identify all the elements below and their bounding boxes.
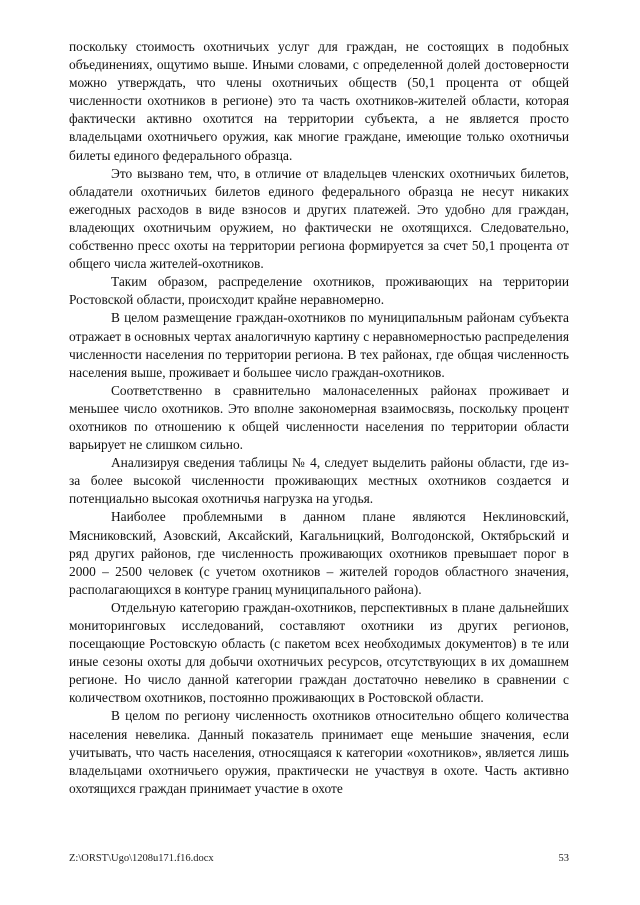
paragraph-8: Отдельную категорию граждан-охотников, перспективных в плане дальнейших мониторинговых исследований, составляют охотники из других регионов, посещающие Ростовскую область (с пакетом всех необходимых документов) в те или иные сезоны охоты для добычи охотничьих ресурсов, отсутствующих в их домашнем регионе. Но число данной категории граждан достаточно невелико в сравнении с количеством охотников, постоянно проживающих в Ростовской области. bbox=[69, 599, 569, 706]
footer-file-path: Z:\ORST\Ugo\1208u171.f16.docx bbox=[69, 853, 214, 864]
paragraph-5: Соответственно в сравнительно малонаселенных районах проживает и меньшее число охотников. Это вполне закономерная взаимосвязь, поскольку процент охотников по отношению к общей численности населения по территории области варьирует не слишком сильно. bbox=[69, 382, 569, 453]
paragraph-1: поскольку стоимость охотничьих услуг для граждан, не состоящих в подобных объединениях, ощутимо выше. Иными словами, с определенной долей достоверности можно утверждать, что члены охотничьих обществ (50,1 процента от общей численности охотников в регионе) это та часть охотников-жителей области, которая фактически активно охотится на территории субъекта, а не является просто владельцами охотничьего оружия, как многие граждане, имеющие только охотничьи билеты единого федерального образца. bbox=[69, 39, 569, 163]
body-text bbox=[69, 38, 569, 798]
paragraph-7: Наиболее проблемными в данном плане являются Неклиновский, Мясниковский, Азовский, Аксайский, Кагальницкий, Волгодонской, Октябрьский и ряд других районов, где численность проживающих охотников превышает порог в 2000 – 2500 человек (с учетом охотников – жителей городов областного значения, располагающихся в контуре границ муниципального района). bbox=[69, 509, 569, 597]
paragraph-2: Это вызвано тем, что, в отличие от владельцев членских охотничьих билетов, обладатели охотничьих билетов единого федерального образца не несут никаких ежегодных расходов в виде взносов и других платежей. Это удобно для граждан, владеющих охотничьим оружием, но фактически не охотящихся. Следовательно, собственно пресс охоты на территории региона формируется за счет 50,1 процента от общего числа жителей-охотников. bbox=[69, 165, 569, 272]
paragraph-3: Таким образом, распределение охотников, проживающих на территории Ростовской области, происходит крайне неравномерно. bbox=[69, 274, 569, 308]
page-number: 53 bbox=[558, 853, 569, 864]
paragraph-4: В целом размещение граждан-охотников по муниципальным районам субъекта отражает в основных чертах аналогичную картину с неравномерностью распределения численности населения по территории региона. В тех районах, где общая численность населения выше, проживает и большее число граждан-охотников. bbox=[69, 310, 569, 380]
paragraph-9: В целом по региону численность охотников относительно общего количества населения невелика. Данный показатель принимает еще меньшие значения, если учитывать, что часть населения, относящаяся к категории «охотников», является лишь владельцами охотничьего оружия, практически не участвуя в охоте. Часть активно охотящихся граждан принимает участие в охоте bbox=[69, 708, 569, 796]
paragraph-6: Анализируя сведения таблицы № 4, следует выделить районы области, где из-за более высокой численности проживающих местных охотников создается и потенциально высокая охотничья нагрузка на угодья. bbox=[69, 455, 569, 507]
